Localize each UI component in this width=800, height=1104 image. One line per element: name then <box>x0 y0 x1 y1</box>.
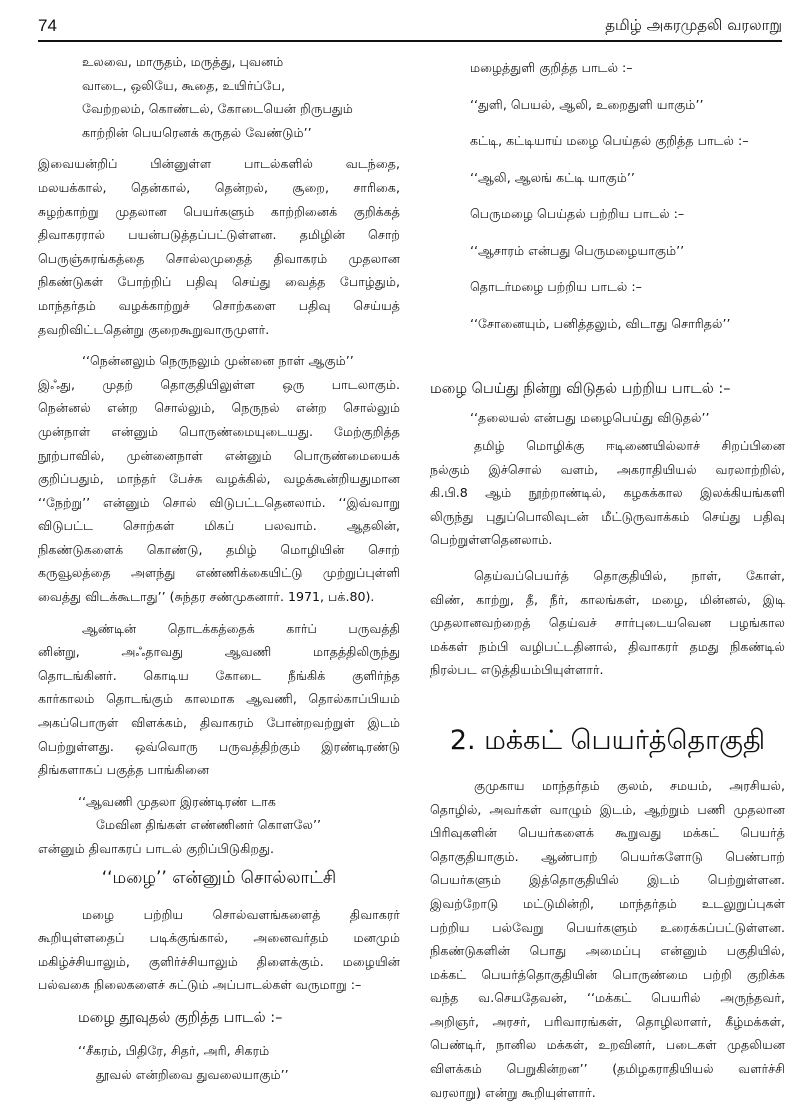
text-line: இவையன்றிப் பின்னுள்ள பாடல்களில் வடந்தை, <box>38 156 400 172</box>
verse-line: காற்றின் பெயரெனக் கருதல் வேண்டும்’’ <box>82 124 312 140</box>
verse-line: தூவல் என்றிவை துவலையாகும்’’ <box>96 1066 289 1082</box>
text-line: சுழற்காற்று முதலான பெயர்களும் காற்றினைக் குறிக்கத் <box>38 203 400 219</box>
rain-stop-heading: மழை பெய்து நின்று விடுதல் பற்றிய பாடல் :– <box>430 381 731 397</box>
verse-avani <box>38 790 400 837</box>
verse-wind-names <box>38 50 400 144</box>
verse-line: உலவை, மாருதம், மருத்து, புவனம் <box>82 54 284 69</box>
text-line: மாந்தர்தம் வழக்காற்றுச் சொற்களை பதிவு செய்யத் <box>38 297 400 313</box>
text-line: திங்களாகப் பகுத்த பாங்கினை <box>38 762 210 778</box>
text-line: நிகண்டுகளைக் கொண்டு, தமிழ் மொழியின் சொற் <box>38 541 400 557</box>
paragraph-rain-words <box>38 903 400 997</box>
rain-verse-item: ‘‘ஆசாரம் என்பது பெருமழையாகும்’’ <box>470 242 685 258</box>
text-line: பெற்றுள்ளது. ஒவ்வொரு பருவத்திற்கும் இரண்டிரண்டு <box>38 738 400 754</box>
text-line: லிருந்து புதுப்பொலிவுடன் மீட்டுருவாக்கம் செய்து பதிவு <box>430 508 785 524</box>
text-line: பெற்றுள்ளதெனலாம். <box>430 532 553 548</box>
text-line: வரலாறு) என்று கூறியுள்ளார். <box>430 1084 596 1100</box>
text-line: பெண்டிர், நானில மக்கள், உறவினர், படைகள் முதலியன <box>430 1037 785 1053</box>
page-number: 74 <box>38 16 57 35</box>
rain-verse-item: ‘‘ஆலி, ஆலங் கட்டி யாகும்’’ <box>470 169 635 185</box>
text-line: நல்கும் இச்சொல் வளம், அகராதியியல் வரலாற்றில், <box>430 461 785 477</box>
text-line: நூற்பாவில், முன்னைநாள் என்னும் பொருண்மையைக் <box>38 447 400 463</box>
verse-line: மேவின திங்கள் எண்ணினர் கொளலே’’ <box>96 817 321 833</box>
text-line: தெய்வப்பெயர்த் தொகுதியில், நாள், கோள், <box>474 567 785 583</box>
rain-verse-item: பெருமழை பெய்தல் பற்றிய பாடல் :– <box>470 206 685 221</box>
text-line: முதலானவற்றைத் தெய்வச் சார்புடையவென பழங்கால <box>430 615 785 631</box>
text-line: னின்று, அஃதாவது ஆவணி மாதத்திலிருந்து <box>38 644 400 660</box>
text-line: கூறியுள்ளதைப் படிக்குங்கால், அனைவர்தம் மனமும் <box>38 930 400 946</box>
text-line: தொழில், அவர்கள் வாழும் இடம், ஆற்றும் பணி முதலான <box>430 801 785 817</box>
left-column <box>38 50 400 1086</box>
rain-verse-item: கட்டி, கட்டியாய் மழை பெய்தல் குறித்த பாடல் :– <box>470 133 749 148</box>
text-line: மலயக்கால், தென்கால், தென்றல், சூறை, சாரிகை, <box>38 179 400 195</box>
subheading-rain-usage: ‘‘மழை’’ என்னும் சொல்லாட்சி <box>101 867 337 888</box>
text-line: என்னும் திவாகரப் பாடல் குறிப்பிடுகிறது. <box>38 841 274 856</box>
text-line: கார்காலம் தொடங்கும் காலமாக ஆவணி, தொல்காப்பியம் <box>38 691 400 707</box>
text-line: இஃது, முதற் தொகுதியிலுள்ள ஒரு பாடலாகும். <box>38 376 400 392</box>
rain-verse-item: ‘‘சோனையும், பனித்தலும், விடாது சொரிதல்’’ <box>470 315 731 331</box>
text-line: தொடங்கினர். கொடிய கோடை நீங்கிக் குளிர்ந்த <box>38 667 400 683</box>
text-line: மகிழ்ச்சியாலும், குளிர்ச்சியாலும் திளைக்கும். மழையின் <box>38 953 400 969</box>
rain-verse-item: ‘‘துளி, பெயல், ஆலி, உறைதுளி யாகும்’’ <box>470 96 704 112</box>
text-line: பெயர்களும் இத்தொகுதியில் இடம் பெற்றுள்ளன. <box>430 872 785 888</box>
text-line: தமிழ் மொழிக்கு ஈடிணையில்லாச் சிறப்பினை <box>474 438 785 453</box>
text-line: ‘‘நென்னலும் நெருநலும் முன்னை நாள் ஆகும்’’ <box>82 353 354 369</box>
rain-verses-list <box>430 50 785 342</box>
text-line: விளக்கம் பெறுகின்றன’’ (தமிழகராதியியல் வளர்ச்சி <box>430 1061 785 1077</box>
text-line: விடுபட்ட சொற்கள் மிகப் பலவாம். ஆதலின், <box>38 518 400 534</box>
text-line: நிகண்டுகளின் பொது அமைப்பு என்னும் பகுதியில், <box>430 943 785 959</box>
paragraph-seasons <box>38 617 400 782</box>
paragraph-people-names <box>430 774 785 1104</box>
text-line: பிரிவுகளின் பெயர்களைக் கூறுவது மக்கட் பெயர்த் <box>430 825 785 841</box>
verse-drizzle <box>38 1039 400 1086</box>
text-line: தொகுதியாகும். ஆண்பாற் பெயர்களோடு பெண்பாற் <box>430 848 785 864</box>
text-line: மக்கட் பெயர்த்தொகுதியின் பொருண்மை பற்றி குறிக்க <box>430 966 785 982</box>
drizzle-heading: மழை தூவுதல் குறித்த பாடல் :– <box>78 1009 283 1026</box>
right-column <box>430 50 785 1104</box>
text-line: அறிஞர், அரசர், பரிவாரங்கள், தொழிலாளர், கீழ்மக்கள், <box>430 1013 785 1029</box>
verse-line: வேற்றலம், கொண்டல், கோடையென் றிருபதும் <box>82 101 353 117</box>
text-line: விண், காற்று, தீ, நீர், காலங்கள், மழை, மின்னல், இடி <box>430 591 785 607</box>
text-line: பற்றிய பல்வேறு பெயர்களும் உரைக்கப்பட்டுள்ளன. <box>430 919 785 935</box>
text-line: தவறிவிட்டதென்று குறைகூறுவாருமுளர். <box>38 321 270 337</box>
text-line: வைத்து விடக்கூடாது’’ (சுந்தர சண்முகனார். 1971, பக்.80). <box>38 589 375 605</box>
text-line: குமுகாய மாந்தர்தம் குலம், சமயம், அரசியல், <box>474 777 785 793</box>
text-line: அகப்பொருள் விளக்கம், திவாகரம் போன்றவற்றுள் இடம் <box>38 715 400 731</box>
text-line: கி.பி.8 ஆம் நூற்றாண்டில், கழகக்கால இலக்கியங்களி <box>430 485 785 501</box>
verse-line: ‘‘ஆவணி முதலா இரண்டிரண் டாக <box>78 793 276 809</box>
text-line: மழை பற்றிய சொல்வளங்களைத் திவாகரர் <box>82 906 400 922</box>
running-title: தமிழ் அகரமுதலி வரலாறு <box>605 16 782 34</box>
text-line: நிகண்டுகள் போற்றிப் பதிவு செய்து வைத்த போழ்தும், <box>38 274 400 290</box>
verse-line: வாடை, ஒலியே, கூதை, உயிர்ப்பே, <box>82 77 286 93</box>
paragraph-wind-words <box>38 152 400 341</box>
text-line: மக்கள் நம்பி வழிபட்டதினால், திவாகரர் தமது நிகண்டில் <box>430 638 785 654</box>
text-line: பல்வகை நிலைகளைச் சுட்டும் அப்பாடல்கள் வருமாறு :– <box>38 977 362 993</box>
text-line: முன்நாள் என்னும் பொருண்மையுடையது. மேற்குறித்த <box>38 423 400 439</box>
text-line: ‘‘நேற்று’’ என்னும் சொல் விடுபட்டதெனலாம். ‘‘இவ்வாறு <box>38 494 400 510</box>
paragraph-nennal <box>38 349 400 609</box>
text-line: குறிப்பதும், மாந்தர் பேச்சு வழக்கில், வழக்கூன்றியதுமான <box>38 471 400 487</box>
running-header <box>38 6 782 42</box>
paragraph-deity-names <box>430 564 785 682</box>
text-line: நிரல்பட எடுத்தியம்பியுள்ளார். <box>430 662 604 678</box>
text-line: நென்னல் என்ற சொல்லும், நெருநல் என்ற சொல்லும் <box>38 400 400 416</box>
paragraph-unique-richness <box>430 434 785 552</box>
rain-verse-item: தொடர்மழை பற்றிய பாடல் :– <box>470 279 642 294</box>
text-line: இவற்றோடு மட்டுமின்றி, மாந்தர்தம் உடலுறுப்புகள் <box>430 895 785 911</box>
text-line: ஆண்டின் தொடக்கத்தைக் கார்ப் பருவத்தி <box>82 620 400 636</box>
text-line: திவாகரரால் பயன்படுத்தப்பட்டுள்ளன. தமிழின் சொற் <box>38 227 400 243</box>
text-line: பெருஞ்சுரங்கத்தை சொல்லமுதைத் திவாகரம் முதலான <box>38 250 400 266</box>
rain-verse-item: மழைத்துளி குறித்த பாடல் :– <box>470 60 633 75</box>
text-line: வந்த வ.செயதேவன், ‘‘மக்கட் பெயரில் அருந்தவர், <box>430 990 785 1006</box>
text-line: கருவூலத்தை அளந்து எண்ணிக்கையிட்டு முற்றுப்புள்ளி <box>38 565 400 581</box>
verse-line: ‘‘சீகரம், பிதிரே, சிதர், அரி, சிகரம் <box>78 1042 270 1058</box>
rain-stop-quote: ‘‘தலையல் என்பது மழைபெய்து விடுதல்’’ <box>470 410 710 425</box>
section-heading: 2. மக்கட் பெயர்த்தொகுதி <box>449 724 766 756</box>
